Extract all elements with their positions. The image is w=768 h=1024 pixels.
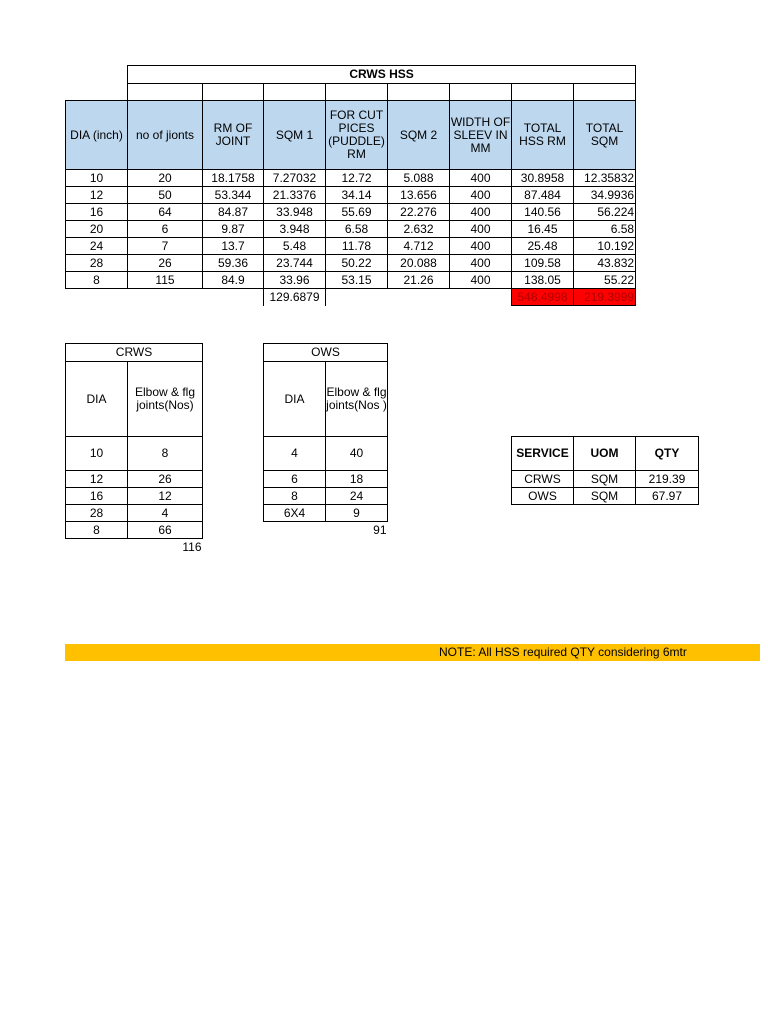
cell-rm-joint: 9.87 bbox=[203, 221, 264, 238]
table-row bbox=[66, 255, 636, 272]
cell-dia: 6X4 bbox=[264, 505, 326, 522]
cell-sqm2: 22.276 bbox=[388, 204, 450, 221]
note-text: NOTE: All HSS required QTY considering 6mtr bbox=[439, 645, 687, 659]
blank-cell bbox=[264, 84, 326, 101]
cell-total-hss-rm: 109.58 bbox=[512, 255, 574, 272]
blank-cell bbox=[388, 84, 450, 101]
ows-elbow-title: OWS bbox=[264, 344, 388, 362]
col-header-elbow-joints: Elbow & flg joints(Nos ) bbox=[326, 362, 388, 437]
cell-cut-pieces: 55.69 bbox=[326, 204, 388, 221]
cell-total-hss-rm: 16.45 bbox=[512, 221, 574, 238]
ows-elbow-total: 91 bbox=[373, 522, 387, 537]
cell-elbow-joints: 26 bbox=[128, 471, 203, 488]
cell-elbow-joints: 8 bbox=[128, 437, 203, 471]
cell-total-sqm: 56.224 bbox=[574, 204, 636, 221]
col-header-dia: DIA (inch) bbox=[66, 101, 128, 170]
cell-sleeve-width: 400 bbox=[450, 221, 512, 238]
cell-dia: 8 bbox=[264, 488, 326, 505]
totals-row bbox=[66, 289, 636, 306]
total-hss-rm-value: 548.4998 bbox=[512, 289, 574, 306]
cell-sleeve-width: 400 bbox=[450, 204, 512, 221]
table-row bbox=[264, 437, 388, 471]
cell-uom: SQM bbox=[574, 471, 636, 488]
cell-dia: 24 bbox=[66, 238, 128, 255]
table-row bbox=[66, 204, 636, 221]
cell-dia: 8 bbox=[66, 272, 128, 289]
table-row bbox=[66, 221, 636, 238]
cell-cut-pieces: 50.22 bbox=[326, 255, 388, 272]
col-header-service: SERVICE bbox=[512, 437, 574, 471]
cell-sqm2: 20.088 bbox=[388, 255, 450, 272]
cell-qty: 219.39 bbox=[636, 471, 699, 488]
cell-elbow-joints: 18 bbox=[326, 471, 388, 488]
cell-elbow-joints: 24 bbox=[326, 488, 388, 505]
cell-total-hss-rm: 140.56 bbox=[512, 204, 574, 221]
cell-rm-joint: 84.9 bbox=[203, 272, 264, 289]
cell-cut-pieces: 12.72 bbox=[326, 170, 388, 187]
cell-rm-joint: 18.1758 bbox=[203, 170, 264, 187]
cell-elbow-joints: 9 bbox=[326, 505, 388, 522]
cell-sqm2: 2.632 bbox=[388, 221, 450, 238]
cell-qty: 67.97 bbox=[636, 488, 699, 505]
crws-hss-table bbox=[65, 65, 636, 306]
cell-sleeve-width: 400 bbox=[450, 187, 512, 204]
cell-sqm1: 21.3376 bbox=[264, 187, 326, 204]
cell-joints: 7 bbox=[128, 238, 203, 255]
crws-elbow-title: CRWS bbox=[66, 344, 203, 362]
cell-total-sqm: 12.35832 bbox=[574, 170, 636, 187]
cell-sqm2: 4.712 bbox=[388, 238, 450, 255]
cell-sleeve-width: 400 bbox=[450, 238, 512, 255]
cell-cut-pieces: 6.58 bbox=[326, 221, 388, 238]
crws-elbow-table bbox=[65, 343, 203, 556]
cell-rm-joint: 53.344 bbox=[203, 187, 264, 204]
ows-elbow-table bbox=[263, 343, 388, 539]
blank-cell bbox=[264, 522, 326, 539]
cell-total-hss-rm: 30.8958 bbox=[512, 170, 574, 187]
col-header-dia: DIA bbox=[66, 362, 128, 437]
cell-sqm1: 23.744 bbox=[264, 255, 326, 272]
table-row bbox=[512, 471, 699, 488]
col-header-rm-joint: RM OF JOINT bbox=[203, 101, 264, 170]
cell-rm-joint: 59.36 bbox=[203, 255, 264, 272]
cell-dia: 12 bbox=[66, 187, 128, 204]
blank-cell bbox=[574, 84, 636, 101]
col-header-sqm2: SQM 2 bbox=[388, 101, 450, 170]
col-header-joints: no of jionts bbox=[128, 101, 203, 170]
cell-elbow-joints: 12 bbox=[128, 488, 203, 505]
col-header-sqm1: SQM 1 bbox=[264, 101, 326, 170]
cell-dia: 10 bbox=[66, 170, 128, 187]
table-row bbox=[66, 238, 636, 255]
cell-elbow-joints: 40 bbox=[326, 437, 388, 471]
table-row bbox=[66, 488, 203, 505]
blank-cell bbox=[128, 289, 203, 306]
cell-dia: 16 bbox=[66, 204, 128, 221]
cell-sqm1: 7.27032 bbox=[264, 170, 326, 187]
cell-total-sqm: 55.22 bbox=[574, 272, 636, 289]
cell-dia: 12 bbox=[66, 471, 128, 488]
blank-cell bbox=[326, 289, 388, 306]
total-sqm-value: 219.3999 bbox=[574, 289, 636, 306]
cell-sleeve-width: 400 bbox=[450, 170, 512, 187]
cell-total-sqm: 34.9936 bbox=[574, 187, 636, 204]
cell-elbow-joints: 66 bbox=[128, 522, 203, 539]
cell-dia: 20 bbox=[66, 221, 128, 238]
blank-cell bbox=[512, 84, 574, 101]
cell-sleeve-width: 400 bbox=[450, 272, 512, 289]
cell-joints: 6 bbox=[128, 221, 203, 238]
cell-sqm1: 33.96 bbox=[264, 272, 326, 289]
blank-cell bbox=[203, 289, 264, 306]
cell-rm-joint: 84.87 bbox=[203, 204, 264, 221]
table-row bbox=[264, 471, 388, 488]
table-row bbox=[66, 471, 203, 488]
blank-cell bbox=[66, 289, 128, 306]
table-row bbox=[66, 437, 203, 471]
cell-sqm2: 13.656 bbox=[388, 187, 450, 204]
cell-dia: 28 bbox=[66, 505, 128, 522]
col-header-sleeve-width: WIDTH OF SLEEV IN MM bbox=[450, 101, 512, 170]
cell-total-hss-rm: 25.48 bbox=[512, 238, 574, 255]
table-row bbox=[512, 488, 699, 505]
blank-cell bbox=[326, 84, 388, 101]
cell-sqm2: 21.26 bbox=[388, 272, 450, 289]
cell-rm-joint: 13.7 bbox=[203, 238, 264, 255]
blank-cell bbox=[66, 84, 128, 101]
blank-cell bbox=[128, 84, 203, 101]
cell-sleeve-width: 400 bbox=[450, 255, 512, 272]
blank-cell bbox=[66, 66, 128, 84]
cell-sqm1: 3.948 bbox=[264, 221, 326, 238]
cell-total-sqm: 43.832 bbox=[574, 255, 636, 272]
blank-cell bbox=[203, 84, 264, 101]
crws-elbow-total: 116 bbox=[182, 539, 202, 554]
col-header-total-sqm: TOTAL SQM bbox=[574, 101, 636, 170]
cell-joints: 26 bbox=[128, 255, 203, 272]
cell-uom: SQM bbox=[574, 488, 636, 505]
cell-elbow-joints: 4 bbox=[128, 505, 203, 522]
cell-total-hss-rm: 87.484 bbox=[512, 187, 574, 204]
table-row bbox=[66, 272, 636, 289]
col-header-dia: DIA bbox=[264, 362, 326, 437]
cell-service: CRWS bbox=[512, 471, 574, 488]
col-header-total-hss-rm: TOTAL HSS RM bbox=[512, 101, 574, 170]
cell-dia: 16 bbox=[66, 488, 128, 505]
col-header-qty: QTY bbox=[636, 437, 699, 471]
crws-hss-title: CRWS HSS bbox=[128, 66, 636, 84]
blank-cell bbox=[450, 84, 512, 101]
cell-total-sqm: 6.58 bbox=[574, 221, 636, 238]
cell-joints: 64 bbox=[128, 204, 203, 221]
col-header-elbow-joints: Elbow & flg joints(Nos) bbox=[128, 362, 203, 437]
col-header-uom: UOM bbox=[574, 437, 636, 471]
cell-joints: 115 bbox=[128, 272, 203, 289]
cell-total-hss-rm: 138.05 bbox=[512, 272, 574, 289]
cell-dia: 6 bbox=[264, 471, 326, 488]
table-row bbox=[66, 187, 636, 204]
cell-total-sqm: 10.192 bbox=[574, 238, 636, 255]
cell-cut-pieces: 34.14 bbox=[326, 187, 388, 204]
total-sqm1: 129.6879 bbox=[264, 289, 326, 306]
cell-joints: 50 bbox=[128, 187, 203, 204]
cell-sqm1: 5.48 bbox=[264, 238, 326, 255]
cell-dia: 28 bbox=[66, 255, 128, 272]
cell-dia: 4 bbox=[264, 437, 326, 471]
cell-sqm1: 33.948 bbox=[264, 204, 326, 221]
note-bar bbox=[65, 644, 760, 661]
table-row bbox=[66, 170, 636, 187]
blank-cell bbox=[388, 289, 450, 306]
cell-dia: 8 bbox=[66, 522, 128, 539]
summary-table bbox=[511, 436, 699, 505]
table-row bbox=[66, 522, 203, 539]
cell-joints: 20 bbox=[128, 170, 203, 187]
cell-sqm2: 5.088 bbox=[388, 170, 450, 187]
table-row bbox=[264, 488, 388, 505]
cell-service: OWS bbox=[512, 488, 574, 505]
cell-cut-pieces: 53.15 bbox=[326, 272, 388, 289]
blank-cell bbox=[66, 539, 128, 556]
blank-cell bbox=[450, 289, 512, 306]
col-header-cut-pieces: FOR CUT PICES (PUDDLE) RM bbox=[326, 101, 388, 170]
table-row bbox=[264, 505, 388, 522]
cell-cut-pieces: 11.78 bbox=[326, 238, 388, 255]
table-row bbox=[66, 505, 203, 522]
cell-dia: 10 bbox=[66, 437, 128, 471]
